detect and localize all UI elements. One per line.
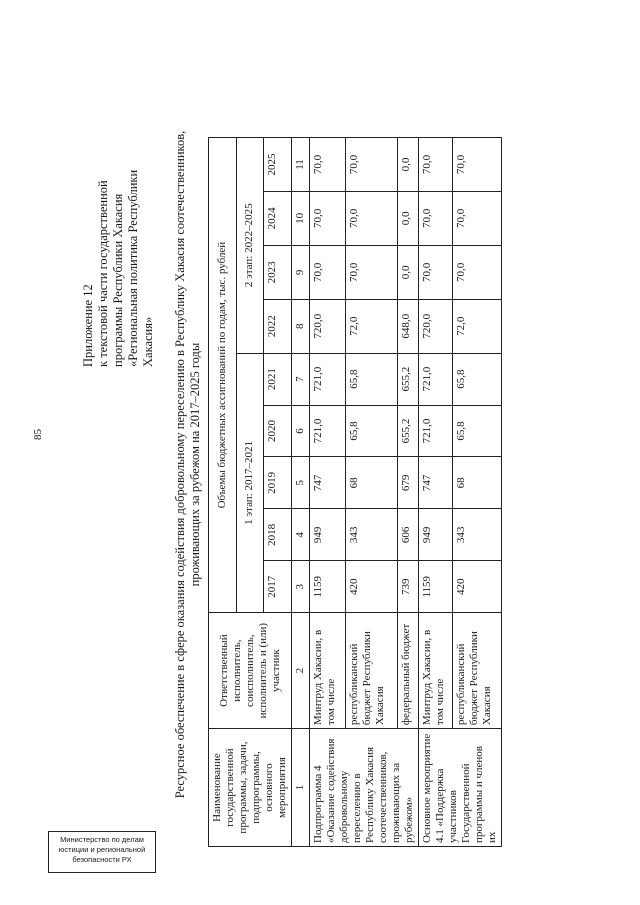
column-number: 11 (292, 138, 310, 192)
amount-cell: 720,0 (310, 299, 346, 353)
amount-cell: 70,0 (453, 191, 502, 245)
amount-cell: 747 (419, 457, 453, 509)
amount-cell: 721,0 (310, 353, 346, 405)
amount-cell: 420 (346, 561, 398, 613)
year-header: 2018 (264, 509, 292, 561)
appendix-line-1: Приложение 12 (81, 284, 95, 367)
year-header: 2022 (264, 299, 292, 353)
stamp-line-2: юстиции и региональной (58, 845, 146, 854)
header-row-1 (209, 138, 237, 847)
program-name-cell: Основное мероприятие 4.1 «Поддержка участников Государственной программы и членов их (419, 729, 502, 847)
amount-cell: 65,8 (346, 353, 398, 405)
heading-line-2: проживающих за рубежом на 2017–2025 годы (188, 342, 202, 587)
amount-cell: 343 (453, 509, 502, 561)
amount-cell: 655,2 (397, 405, 418, 457)
amount-cell: 70,0 (453, 245, 502, 299)
amount-cell: 420 (453, 561, 502, 613)
amount-cell: 1159 (419, 561, 453, 613)
amount-cell: 68 (346, 457, 398, 509)
executor-cell: Минтруд Хакасии, в том числе (310, 613, 346, 729)
budget-table (208, 137, 502, 847)
amount-cell: 70,0 (419, 191, 453, 245)
amount-cell: 70,0 (346, 245, 398, 299)
year-header: 2017 (264, 561, 292, 613)
amount-cell: 655,2 (397, 353, 418, 405)
amount-cell: 1159 (310, 561, 346, 613)
amount-cell: 747 (310, 457, 346, 509)
column-number: 1 (292, 729, 310, 847)
amount-cell: 648,0 (397, 299, 418, 353)
heading-line-1: Ресурсное обеспечение в сфере оказания содействия добровольному переселению в Республику Хакасия соотечественников, (173, 130, 187, 799)
table-row (419, 138, 453, 847)
amount-cell: 70,0 (310, 138, 346, 192)
column-number: 10 (292, 191, 310, 245)
amount-cell: 343 (346, 509, 398, 561)
amount-cell: 70,0 (346, 191, 398, 245)
stage-2-header: 2 этап: 2022–2025 (236, 138, 264, 354)
column-number: 2 (292, 613, 310, 729)
amount-cell: 949 (310, 509, 346, 561)
year-header: 2025 (264, 138, 292, 192)
amount-cell: 721,0 (310, 405, 346, 457)
amount-cell: 70,0 (310, 245, 346, 299)
amount-cell: 72,0 (453, 299, 502, 353)
amount-cell: 606 (397, 509, 418, 561)
amount-cell: 65,8 (453, 405, 502, 457)
table-row (310, 138, 346, 847)
column-number: 8 (292, 299, 310, 353)
amount-cell: 72,0 (346, 299, 398, 353)
column-numbers-row (292, 138, 310, 847)
year-header: 2021 (264, 353, 292, 405)
amount-cell: 68 (453, 457, 502, 509)
col-executor-header: Ответственный исполнитель, соисполнитель, исполнитель и (или) участник (209, 613, 292, 729)
program-name-cell: Подпрограмма 4 «Оказание содействия добровольному переселению в Республику Хакасия соотечественников, проживающих за рубежом» (310, 729, 419, 847)
year-header: 2020 (264, 405, 292, 457)
amount-cell: 0,0 (397, 138, 418, 192)
amount-cell: 720,0 (419, 299, 453, 353)
amount-cell: 739 (397, 561, 418, 613)
stamp-line-1: Министерство по делам (60, 835, 144, 844)
appendix-line-4: «Региональная политика Республики (126, 169, 140, 367)
amount-cell: 70,0 (346, 138, 398, 192)
column-number: 9 (292, 245, 310, 299)
column-number: 7 (292, 353, 310, 405)
column-number: 6 (292, 405, 310, 457)
stamp-line-3: безопасности РХ (72, 855, 132, 864)
amount-cell: 70,0 (419, 138, 453, 192)
page-number: 85 (32, 429, 44, 440)
amount-cell: 721,0 (419, 405, 453, 457)
year-header: 2023 (264, 245, 292, 299)
rotated-page-content (80, 37, 580, 867)
funding-header: Объемы бюджетных ассигнований по годам, тыс. рублей (209, 138, 237, 613)
amount-cell: 70,0 (453, 138, 502, 192)
stage-1-header: 1 этап: 2017–2021 (236, 353, 264, 613)
amount-cell: 0,0 (397, 245, 418, 299)
appendix-line-2: к текстовой части государственной (96, 180, 110, 367)
amount-cell: 65,8 (453, 353, 502, 405)
amount-cell: 0,0 (397, 191, 418, 245)
column-number: 4 (292, 509, 310, 561)
document-heading (173, 62, 203, 867)
amount-cell: 65,8 (346, 405, 398, 457)
appendix-line-5: Хакасия» (141, 316, 155, 367)
amount-cell: 70,0 (310, 191, 346, 245)
executor-cell: республиканский бюджет Республики Хакасия (346, 613, 398, 729)
appendix-line-3: программы Республики Хакасия (111, 193, 125, 367)
budget-table-body (209, 138, 502, 847)
executor-cell: республиканский бюджет Республики Хакасия (453, 613, 502, 729)
column-number: 5 (292, 457, 310, 509)
amount-cell: 679 (397, 457, 418, 509)
amount-cell: 70,0 (419, 245, 453, 299)
col-name-header: Наименование государственной программы, задачи, подпрограммы, основного мероприятия (209, 729, 292, 847)
year-header: 2019 (264, 457, 292, 509)
appendix-note (81, 167, 156, 367)
year-header: 2024 (264, 191, 292, 245)
amount-cell: 949 (419, 509, 453, 561)
executor-cell: федеральный бюджет (397, 613, 418, 729)
column-number: 3 (292, 561, 310, 613)
amount-cell: 721,0 (419, 353, 453, 405)
executor-cell: Минтруд Хакасии, в том числе (419, 613, 453, 729)
